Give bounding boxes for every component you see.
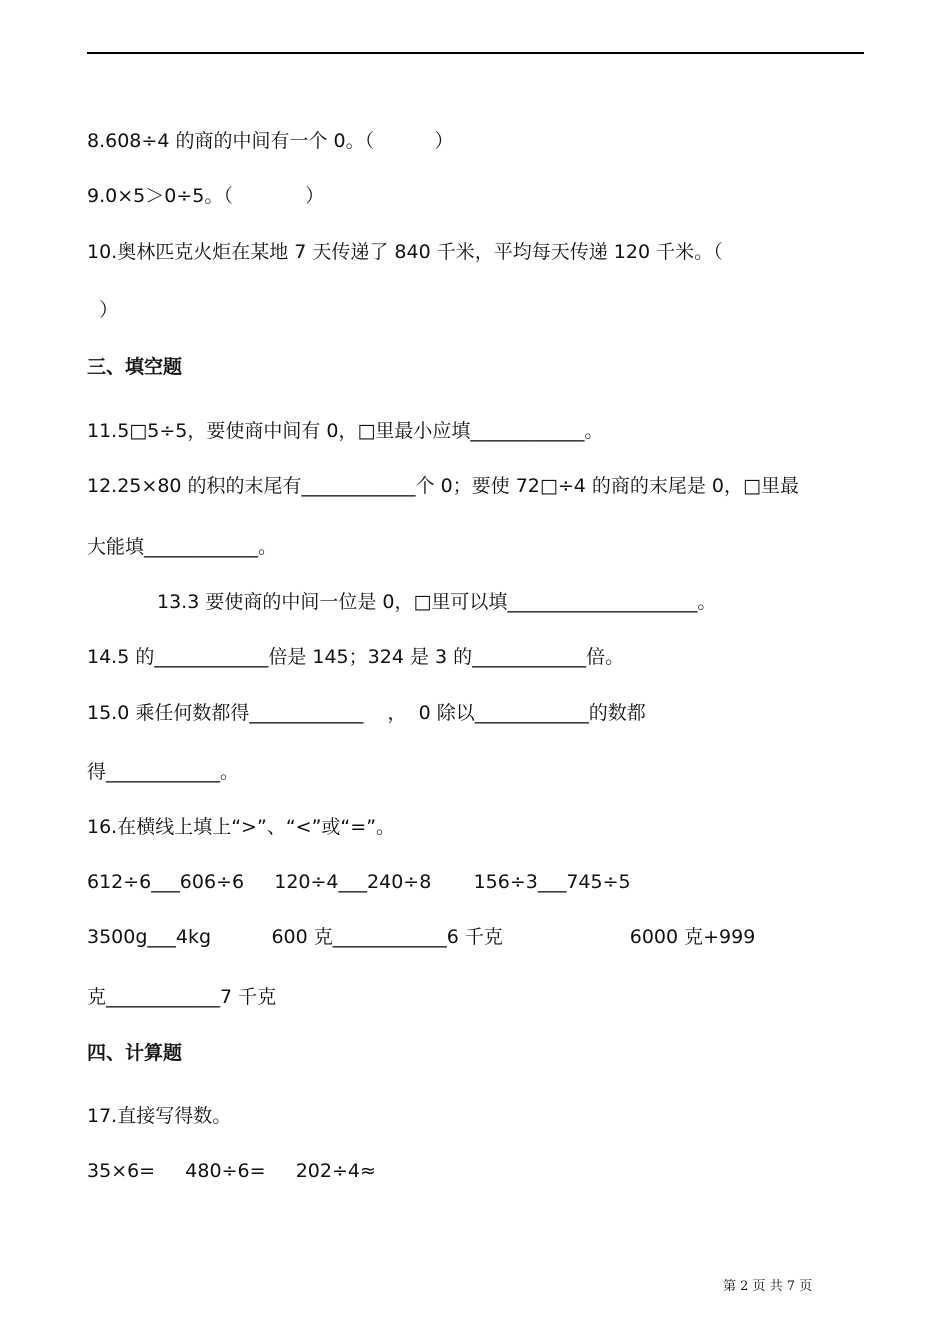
question-16-row-2: 3500g___4kg 600 克____________6 千克 6000 克+999 [87, 926, 756, 948]
question-13: 13.3 要使商的中间一位是 0，□里可以填____________________。 [157, 591, 717, 613]
question-10-continuation: ） [87, 299, 119, 321]
question-8: 8.608÷4 的商的中间有一个 0。（ ） [87, 130, 454, 152]
question-12-continuation: 大能填____________。 [87, 536, 278, 558]
section-heading-fill-in: 三、填空题 [87, 356, 183, 378]
header-rule [87, 52, 864, 54]
section-heading-calculation: 四、计算题 [87, 1042, 183, 1064]
question-9: 9.0×5＞0÷5。（ ） [87, 185, 325, 207]
question-12: 12.25×80 的积的末尾有____________个 0；要使 72□÷4 的商的末尾是 0，□里最 [87, 475, 799, 497]
question-10: 10.奥林匹克火炬在某地 7 天传递了 840 千米，平均每天传递 120 千米。（ [87, 241, 723, 263]
question-15: 15.0 乘任何数都得____________ ， 0 除以____________的数都 [87, 702, 646, 724]
question-11: 11.5□5÷5，要使商中间有 0，□里最小应填____________。 [87, 420, 604, 442]
question-17-row-1: 35×6= 480÷6= 202÷4≈ [87, 1160, 376, 1182]
question-16-row-1: 612÷6___606÷6 120÷4___240÷8 156÷3___745÷5 [87, 871, 631, 893]
question-17: 17.直接写得数。 [87, 1105, 232, 1127]
question-16-row-3: 克____________7 千克 [87, 986, 277, 1008]
question-15-continuation: 得____________。 [87, 761, 240, 783]
question-14: 14.5 的____________倍是 145；324 是 3 的____________倍。 [87, 646, 625, 668]
page-footer: 第 2 页 共 7 页 [723, 1279, 813, 1294]
question-16: 16.在横线上填上“>”、“<”或“=”。 [87, 816, 396, 838]
